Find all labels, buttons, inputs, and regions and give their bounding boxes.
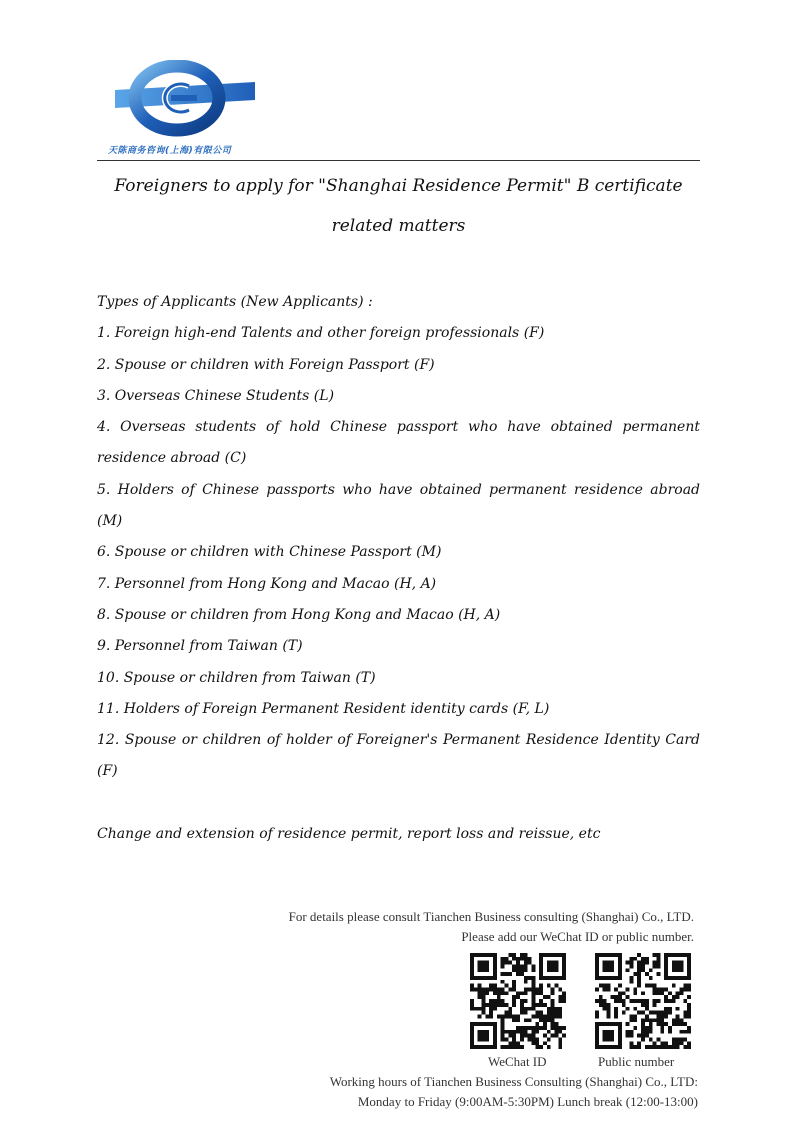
list-item: 5. Holders of Chinese passports who have obtained permanent residence abroad (M) xyxy=(97,481,700,530)
list-item: 6. Spouse or children with Chinese Passport (M) xyxy=(97,544,442,561)
company-name-chinese: 天陈商务咨询(上海)有限公司 xyxy=(108,146,232,156)
working-hours xyxy=(250,1072,698,1112)
list-item: 7. Personnel from Hong Kong and Macao (H, A) xyxy=(97,575,437,592)
wechat-id-qr-code xyxy=(470,953,566,1049)
qr-code-row xyxy=(470,953,695,1048)
document-body xyxy=(97,287,700,850)
list-item: 3. Overseas Chinese Students (L) xyxy=(97,387,335,404)
list-item: 4. Overseas students of hold Chinese passport who have obtained permanent residence abroad (C) xyxy=(97,419,700,467)
contact-info xyxy=(250,907,694,947)
header-divider xyxy=(97,160,700,161)
closing-statement: Change and extension of residence permit, report loss and reissue, etc xyxy=(97,826,601,843)
list-item: 2. Spouse or children with Foreign Passport (F) xyxy=(97,356,435,373)
working-hours-line-2: Monday to Friday (9:00AM-5:30PM) Lunch break (12:00-13:00) xyxy=(357,1094,698,1109)
wechat-id-label: WeChat ID xyxy=(488,1054,547,1069)
list-item: 12. Spouse or children of holder of Foreigner's Permanent Residence Identity Card (F) xyxy=(97,732,700,780)
document-title xyxy=(97,166,700,246)
list-item: 9. Personnel from Taiwan (T) xyxy=(97,638,303,655)
title-line-2: related matters xyxy=(331,216,466,236)
title-line-1: Foreigners to apply for "Shanghai Residence Permit" B certificate xyxy=(114,176,683,196)
list-item: 1. Foreign high-end Talents and other foreign professionals (F) xyxy=(97,325,545,342)
paragraph-spacer xyxy=(97,788,700,819)
list-item: 11. Holders of Foreign Permanent Resident identity cards (F, L) xyxy=(97,700,550,717)
applicant-types-heading: Types of Applicants (New Applicants) : xyxy=(97,294,373,310)
list-item: 10. Spouse or children from Taiwan (T) xyxy=(97,669,376,686)
public-number-label: Public number xyxy=(598,1054,675,1069)
working-hours-line-1: Working hours of Tianchen Business Consulting (Shanghai) Co., LTD: xyxy=(329,1074,698,1089)
contact-line-1: For details please consult Tianchen Business consulting (Shanghai) Co., LTD. xyxy=(288,909,694,924)
list-item: 8. Spouse or children from Hong Kong and Macao (H, A) xyxy=(97,606,501,623)
public-number-qr-code xyxy=(595,953,691,1049)
contact-line-2: Please add our WeChat ID or public number. xyxy=(461,929,694,944)
